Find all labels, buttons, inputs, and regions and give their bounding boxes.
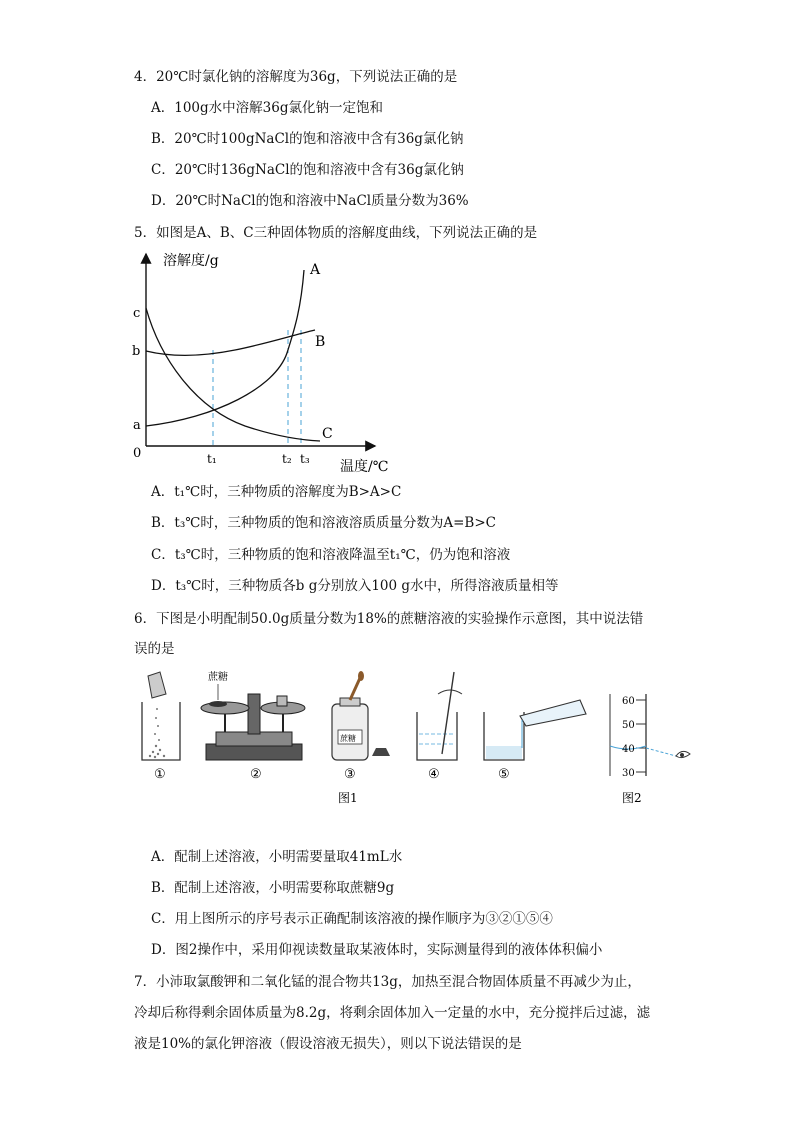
q4-option-a: A．100g水中溶解36g氯化钠一定饱和	[151, 100, 383, 116]
cylinder-mark-40: 40	[622, 744, 635, 755]
step4-stirring-icon	[417, 672, 462, 760]
step-label-3: ③	[344, 767, 356, 782]
q5-option-c: C．t₃℃时，三种物质的饱和溶液降温至t₁℃，仍为饱和溶液	[151, 547, 511, 563]
q4-option-b: B．20℃时100gNaCl的饱和溶液中含有36g氯化钠	[151, 131, 464, 147]
q4-stem: 4．20℃时氯化钠的溶解度为36g，下列说法正确的是	[134, 69, 458, 85]
q5-option-b: B．t₃℃时，三种物质的饱和溶液溶质质量分数为A=B>C	[151, 515, 496, 531]
cylinder-mark-60: 60	[622, 696, 635, 707]
q6-stem-line1: 6．下图是小明配制50.0g质量分数为18%的蔗糖溶液的实验操作示意图，其中说法错	[134, 611, 644, 627]
curve-a	[146, 270, 304, 426]
x-axis-label: 温度/℃	[340, 459, 389, 475]
step-label-2: ②	[250, 767, 262, 782]
y-tick-a: a	[133, 418, 141, 433]
origin-label: 0	[133, 446, 142, 461]
x-tick-t3: t₃	[300, 452, 310, 466]
y-tick-b: b	[132, 344, 141, 359]
step1-pouring-icon	[142, 672, 180, 760]
solubility-chart	[125, 248, 415, 478]
q7-line2: 冷却后称得剩余固体质量为8.2g，将剩余固体加入一定量的水中，充分搅拌后过滤，滤	[134, 1005, 651, 1021]
step2-balance-icon	[201, 670, 305, 760]
q5-option-a: A．t₁℃时，三种物质的溶解度为B>A>C	[151, 484, 402, 500]
fig2-caption: 图2	[622, 791, 642, 805]
step-label-5: ⑤	[498, 767, 510, 782]
fig1-caption: 图1	[338, 791, 358, 805]
y-tick-c: c	[133, 306, 141, 321]
q5-option-d: D．t₃℃时，三种物质各b g分别放入100 g水中，所得溶液质量相等	[151, 578, 559, 594]
cylinder-mark-30: 30	[622, 768, 635, 779]
x-tick-t2: t₂	[282, 452, 292, 466]
q4-option-c: C．20℃时136gNaCl的饱和溶液中含有36g氯化钠	[151, 162, 464, 178]
q7-line3: 液是10%的氯化钾溶液（假设溶液无损失），则以下说法错误的是	[134, 1036, 522, 1052]
graduated-cylinder-icon	[610, 694, 676, 776]
step-label-4: ④	[428, 767, 440, 782]
series-label-c: C	[322, 426, 333, 442]
step-label-1: ①	[154, 767, 166, 782]
q6-option-a: A．配制上述溶液，小明需要量取41mL水	[151, 849, 403, 865]
x-tick-t1: t₁	[207, 452, 217, 466]
q6-stem-line2: 误的是	[134, 641, 175, 657]
series-label-b: B	[315, 334, 326, 350]
sugar-label: 蔗糖	[208, 672, 228, 683]
eye-icon	[676, 751, 690, 757]
step3-jar-icon	[332, 671, 390, 760]
step5-pouring-icon	[484, 700, 586, 760]
q5-stem: 5．如图是A、B、C三种固体物质的溶解度曲线，下列说法正确的是	[134, 225, 538, 241]
series-label-a: A	[310, 262, 321, 278]
q4-option-d: D．20℃时NaCl的饱和溶液中NaCl质量分数为36%	[151, 193, 469, 209]
q6-option-b: B．配制上述溶液，小明需要称取蔗糖9g	[151, 880, 395, 896]
jar-label: 蔗糖	[340, 734, 356, 743]
q6-option-c: C．用上图所示的序号表示正确配制该溶液的操作顺序为③②①⑤④	[151, 911, 553, 927]
q7-line1: 7．小沛取氯酸钾和二氧化锰的混合物共13g，加热至混合物固体质量不再减少为止，	[134, 974, 641, 990]
cylinder-mark-50: 50	[622, 720, 635, 731]
q6-option-d: D．图2操作中，采用仰视读数量取某液体时，实际测量得到的液体体积偏小	[151, 942, 603, 958]
y-axis-label: 溶解度/g	[163, 253, 219, 269]
experiment-figure	[120, 664, 700, 814]
